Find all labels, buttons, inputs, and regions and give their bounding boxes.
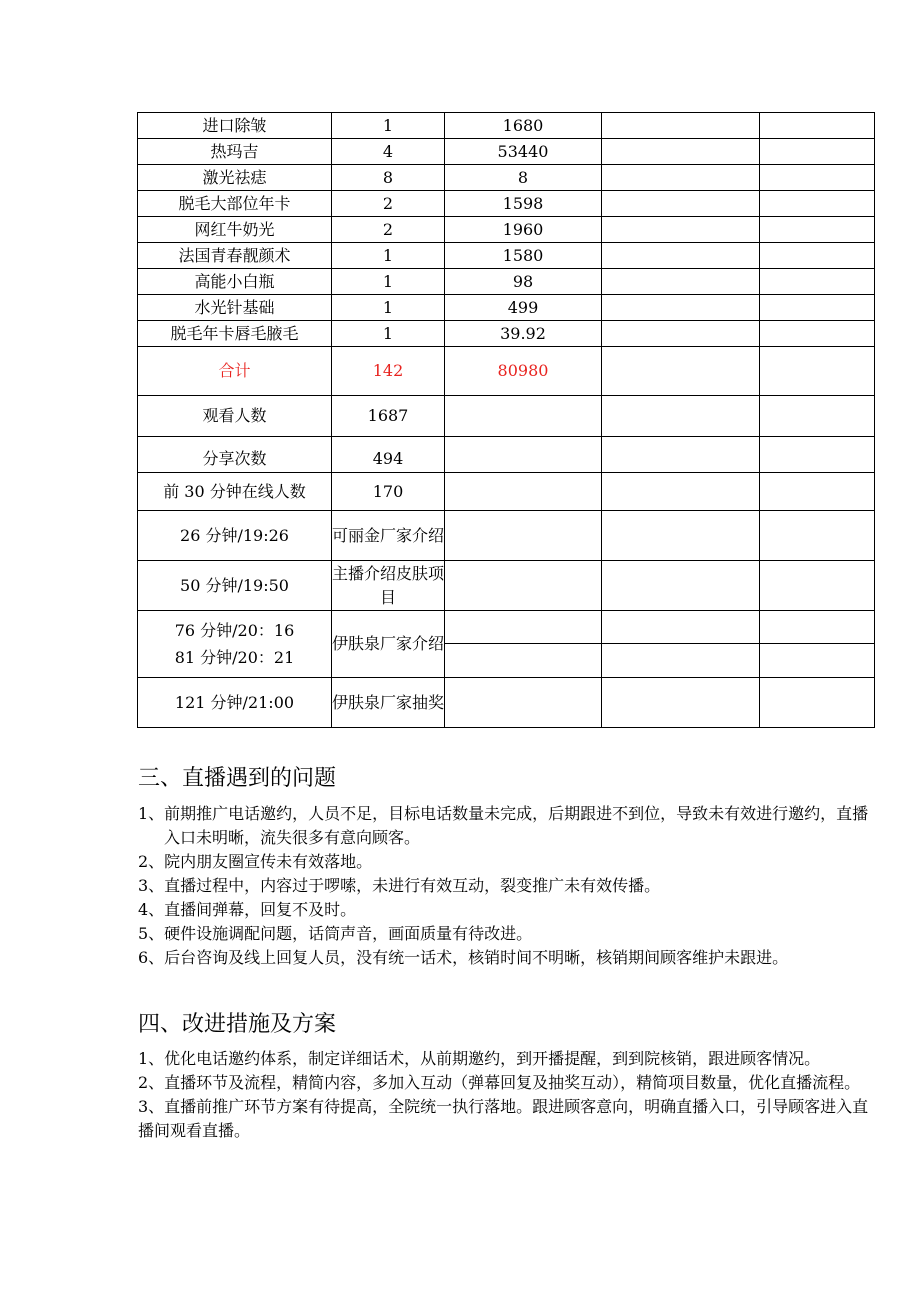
list-item: 3、直播过程中，内容过于啰嗦，未进行有效互动，裂变推广未有效传播。	[138, 876, 661, 895]
timeline-time: 121 分钟/21:00	[138, 678, 332, 728]
stat-label: 观看人数	[138, 396, 332, 437]
list-item: 5、硬件设施调配问题，话筒声音，画面质量有待改进。	[138, 924, 533, 943]
item-count: 8	[332, 165, 445, 191]
total-amount: 80980	[445, 347, 602, 396]
item-count: 4	[332, 139, 445, 165]
item-name: 法国青春靓颜术	[138, 243, 332, 269]
item-count: 1	[332, 269, 445, 295]
table-row	[138, 139, 875, 165]
item-amount: 39.92	[445, 321, 602, 347]
section-3-heading: 三、直播遇到的问题	[138, 766, 337, 791]
item-count: 2	[332, 191, 445, 217]
item-amount: 1580	[445, 243, 602, 269]
stat-label: 分享次数	[138, 437, 332, 473]
list-item: 2、直播环节及流程，精简内容，多加入互动（弹幕回复及抽奖互动），精简项目数量，优化直播流程。	[138, 1073, 861, 1092]
item-amount: 499	[445, 295, 602, 321]
item-name: 进口除皱	[138, 113, 332, 139]
timeline-time-b: 81 分钟/20：21	[174, 648, 295, 667]
item-amount: 8	[445, 165, 602, 191]
item-amount: 98	[445, 269, 602, 295]
section-4-list	[138, 1047, 874, 1143]
stat-row	[138, 473, 875, 511]
stat-row	[138, 396, 875, 437]
table-row	[138, 165, 875, 191]
timeline-event: 可丽金厂家介绍	[332, 511, 445, 561]
item-amount: 1598	[445, 191, 602, 217]
stat-row	[138, 437, 875, 473]
stat-label: 前 30 分钟在线人数	[138, 473, 332, 511]
timeline-time-a: 76 分钟/20：16	[174, 621, 295, 640]
table-row	[138, 321, 875, 347]
timeline-time: 50 分钟/19:50	[138, 561, 332, 611]
item-count: 1	[332, 295, 445, 321]
item-count: 1	[332, 243, 445, 269]
table-row	[138, 217, 875, 243]
timeline-row	[138, 561, 875, 611]
item-name: 高能小白瓶	[138, 269, 332, 295]
section-3-list	[138, 802, 874, 970]
table-row	[138, 243, 875, 269]
item-count: 1	[332, 113, 445, 139]
total-label: 合计	[138, 347, 332, 396]
table-row	[138, 191, 875, 217]
item-name: 脱毛大部位年卡	[138, 191, 332, 217]
timeline-row	[138, 611, 875, 644]
total-count: 142	[332, 347, 445, 396]
timeline-time-pair	[138, 611, 332, 678]
stat-value: 494	[332, 437, 445, 473]
timeline-time: 26 分钟/19:26	[138, 511, 332, 561]
sales-table	[137, 112, 875, 728]
item-amount: 53440	[445, 139, 602, 165]
list-item: 1、前期推广电话邀约，人员不足，目标电话数量未完成，后期跟进不到位，导致未有效进行邀约，直播入口未明晰，流失很多有意向顾客。	[138, 804, 869, 847]
timeline-event: 伊肤泉厂家介绍	[332, 611, 445, 678]
section-4-heading: 四、改进措施及方案	[138, 1012, 337, 1037]
item-amount: 1960	[445, 217, 602, 243]
timeline-event: 伊肤泉厂家抽奖	[332, 678, 445, 728]
stat-value: 170	[332, 473, 445, 511]
list-item: 6、后台咨询及线上回复人员，没有统一话术，核销时间不明晰，核销期间顾客维护未跟进。	[138, 948, 789, 967]
item-amount: 1680	[445, 113, 602, 139]
list-item: 1、优化电话邀约体系，制定详细话术，从前期邀约，到开播提醒，到到院核销，跟进顾客情况。	[138, 1049, 821, 1068]
item-name: 激光祛痣	[138, 165, 332, 191]
timeline-event: 主播介绍皮肤项目	[332, 561, 445, 611]
item-name: 脱毛年卡唇毛腋毛	[138, 321, 332, 347]
timeline-row	[138, 678, 875, 728]
table-row	[138, 295, 875, 321]
item-name: 热玛吉	[138, 139, 332, 165]
stat-value: 1687	[332, 396, 445, 437]
list-item: 4、直播间弹幕，回复不及时。	[138, 900, 357, 919]
list-item: 2、院内朋友圈宣传未有效落地。	[138, 852, 373, 871]
timeline-row	[138, 511, 875, 561]
item-name: 网红牛奶光	[138, 217, 332, 243]
item-name: 水光针基础	[138, 295, 332, 321]
list-item: 3、直播前推广环节方案有待提高，全院统一执行落地。跟进顾客意向，明确直播入口，引导顾客进入直播间观看直播。	[138, 1097, 869, 1140]
table-row	[138, 113, 875, 139]
item-count: 1	[332, 321, 445, 347]
table-row	[138, 269, 875, 295]
item-count: 2	[332, 217, 445, 243]
total-row	[138, 347, 875, 396]
